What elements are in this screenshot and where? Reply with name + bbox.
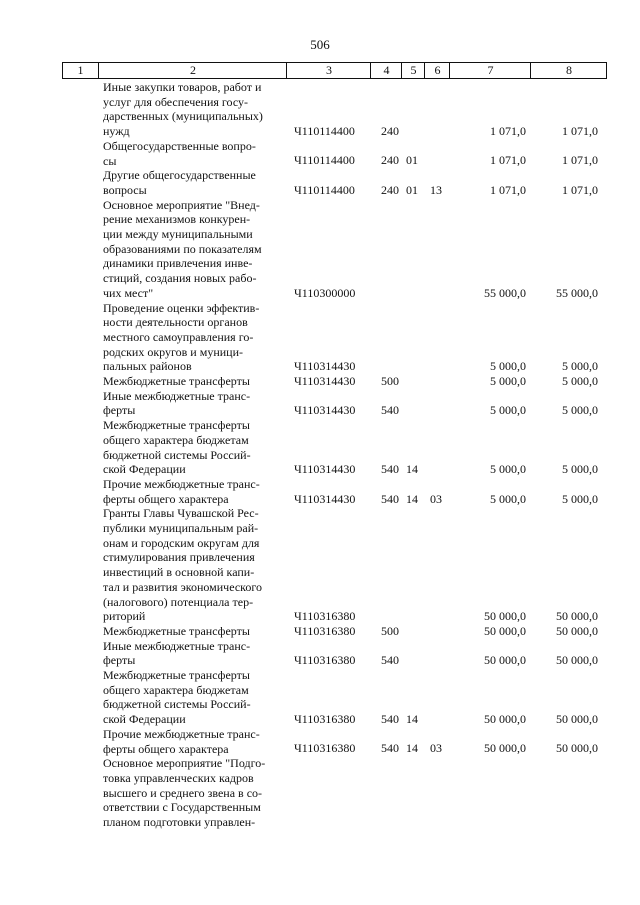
row-amount-2: 50 000,0 bbox=[556, 609, 598, 624]
row-code: Ч110316380 bbox=[294, 712, 356, 727]
row-title bbox=[103, 624, 279, 639]
row-title-line: риторий bbox=[103, 609, 146, 624]
row-expense-type: 540 bbox=[381, 741, 399, 756]
row-title-line: услуг для обеспечения госу- bbox=[103, 94, 249, 109]
row-title-line: бюджетной системы Россий- bbox=[103, 697, 251, 712]
row-amount-2: 5 000,0 bbox=[562, 491, 598, 506]
row-section: 14 bbox=[406, 491, 418, 506]
row-expense-type: 540 bbox=[381, 491, 399, 506]
row-title bbox=[103, 727, 279, 756]
row-expense-type: 240 bbox=[381, 153, 399, 168]
row-expense-type: 500 bbox=[381, 374, 399, 388]
row-code: Ч110316380 bbox=[294, 741, 356, 756]
row-title-line: Основное мероприятие "Подго- bbox=[103, 756, 266, 771]
row-title-line: Иные межбюджетные транс- bbox=[103, 388, 251, 403]
row-title-line: публики муниципальным рай- bbox=[103, 521, 259, 535]
row-title-line: бюджетной системы Россий- bbox=[103, 447, 251, 462]
row-code: Ч110316380 bbox=[294, 623, 356, 638]
row-title-line: Межбюджетные трансферты bbox=[103, 418, 250, 433]
row-title bbox=[103, 639, 279, 668]
row-amount-2: 5 000,0 bbox=[562, 374, 598, 388]
row-title-line: Прочие межбюджетные транс- bbox=[103, 476, 260, 491]
row-title bbox=[103, 668, 279, 727]
row-amount-2: 1 071,0 bbox=[562, 182, 598, 197]
row-title-line: ции между муниципальными bbox=[103, 227, 253, 241]
row-title-line: Прочие межбюджетные транс- bbox=[103, 726, 260, 741]
row-amount-1: 5 000,0 bbox=[490, 403, 526, 418]
row-code: Ч110114400 bbox=[294, 153, 355, 168]
row-expense-type: 540 bbox=[381, 462, 399, 477]
row-title-line: онам и городским округам для bbox=[103, 535, 260, 550]
row-amount-2: 50 000,0 bbox=[556, 623, 598, 638]
row-title-line: ферты bbox=[103, 403, 136, 418]
row-title-line: Основное мероприятие "Внед- bbox=[103, 197, 260, 212]
header-col-1: 1 bbox=[77, 63, 84, 77]
row-title-line: высшего и среднего звена в со- bbox=[103, 785, 263, 800]
row-amount-1: 50 000,0 bbox=[484, 623, 526, 638]
row-amount-2: 50 000,0 bbox=[556, 741, 598, 756]
row-amount-1: 50 000,0 bbox=[484, 653, 526, 668]
page-number: 506 bbox=[310, 37, 330, 52]
row-amount-1: 1 071,0 bbox=[490, 153, 526, 168]
row-subsection: 13 bbox=[430, 182, 442, 197]
header-col-2: 2 bbox=[98, 63, 287, 78]
row-title bbox=[103, 374, 279, 389]
row-title bbox=[103, 418, 279, 477]
row-amount-2: 1 071,0 bbox=[562, 124, 598, 139]
row-amount-2: 5 000,0 bbox=[562, 403, 598, 418]
row-title-line: ской Федерации bbox=[103, 712, 186, 727]
row-code: Ч110314430 bbox=[294, 359, 356, 374]
row-amount-2: 55 000,0 bbox=[556, 285, 598, 300]
row-title-line: Иные закупки товаров, работ и bbox=[103, 80, 262, 94]
row-section: 14 bbox=[406, 712, 418, 727]
row-amount-1: 5 000,0 bbox=[490, 491, 526, 506]
row-amount-2: 1 071,0 bbox=[562, 153, 598, 168]
row-code: Ч110314430 bbox=[294, 403, 356, 418]
row-title-line: Иные межбюджетные транс- bbox=[103, 638, 251, 653]
row-code: Ч110314430 bbox=[294, 462, 356, 477]
row-title-line: ответствии с Государственным bbox=[103, 800, 261, 815]
row-title-line: вопросы bbox=[103, 182, 147, 197]
row-amount-1: 50 000,0 bbox=[484, 741, 526, 756]
header-col-4: 4 bbox=[370, 63, 402, 78]
row-title bbox=[103, 389, 279, 418]
row-title-line: ферты bbox=[103, 653, 136, 668]
row-amount-1: 1 071,0 bbox=[490, 124, 526, 139]
row-title-line: нужд bbox=[103, 124, 130, 139]
row-title bbox=[103, 80, 279, 139]
row-expense-type: 540 bbox=[381, 403, 399, 418]
row-amount-1: 5 000,0 bbox=[490, 359, 526, 374]
row-title-line: ферты общего характера bbox=[103, 491, 229, 506]
row-title bbox=[103, 168, 279, 197]
row-title-line: местного самоуправления го- bbox=[103, 329, 254, 344]
row-title bbox=[103, 301, 279, 375]
row-title-line: Межбюджетные трансферты bbox=[103, 374, 250, 388]
row-title-line: рение механизмов конкурен- bbox=[103, 212, 251, 227]
row-code: Ч110300000 bbox=[294, 285, 356, 300]
row-title bbox=[103, 198, 279, 301]
header-col-8: 8 bbox=[530, 63, 607, 78]
row-expense-type: 240 bbox=[381, 182, 399, 197]
row-title-line: пальных районов bbox=[103, 359, 192, 374]
row-title bbox=[103, 756, 279, 830]
table-header bbox=[62, 62, 607, 79]
row-title-line: тал и развития экономического bbox=[103, 579, 262, 594]
row-code: Ч110316380 bbox=[294, 609, 356, 624]
row-title-line: родских округов и муници- bbox=[103, 344, 243, 359]
row-title-line: Проведение оценки эффектив- bbox=[103, 300, 260, 315]
row-title bbox=[103, 506, 279, 624]
row-title-line: ности деятельности органов bbox=[103, 315, 248, 330]
row-amount-2: 50 000,0 bbox=[556, 712, 598, 727]
row-expense-type: 240 bbox=[381, 124, 399, 139]
row-amount-2: 5 000,0 bbox=[562, 462, 598, 477]
row-code: Ч110316380 bbox=[294, 653, 356, 668]
row-section: 14 bbox=[406, 462, 418, 477]
row-title-line: сы bbox=[103, 153, 117, 168]
row-title bbox=[103, 139, 279, 168]
row-code: Ч110114400 bbox=[294, 124, 355, 139]
row-title-line: образованиями по показателям bbox=[103, 241, 262, 256]
header-col-7: 7 bbox=[449, 63, 531, 78]
row-title-line: стиций, создания новых рабо- bbox=[103, 271, 257, 286]
row-expense-type: 500 bbox=[381, 623, 399, 638]
row-amount-2: 5 000,0 bbox=[562, 359, 598, 374]
row-title-line: ферты общего характера bbox=[103, 741, 229, 756]
row-amount-1: 5 000,0 bbox=[490, 462, 526, 477]
row-code: Ч110114400 bbox=[294, 182, 355, 197]
row-subsection: 03 bbox=[430, 741, 442, 756]
row-title-line: планом подготовки управлен- bbox=[103, 815, 256, 829]
row-expense-type: 540 bbox=[381, 712, 399, 727]
row-title bbox=[103, 477, 279, 506]
row-title-line: общего характера бюджетам bbox=[103, 432, 249, 447]
row-subsection: 03 bbox=[430, 491, 442, 506]
row-section: 14 bbox=[406, 741, 418, 756]
header-col-6: 6 bbox=[424, 63, 450, 78]
row-code: Ч110314430 bbox=[294, 374, 356, 388]
row-title-line: динамики привлечения инве- bbox=[103, 256, 253, 271]
row-title-line: Межбюджетные трансферты bbox=[103, 623, 250, 638]
row-code: Ч110314430 bbox=[294, 491, 356, 506]
row-title-line: инвестиций в основной капи- bbox=[103, 565, 255, 580]
row-title-line: Общегосударственные вопро- bbox=[103, 138, 256, 153]
row-title-line: дарственных (муниципальных) bbox=[103, 109, 263, 124]
row-expense-type: 540 bbox=[381, 653, 399, 668]
header-col-3: 3 bbox=[286, 63, 371, 78]
row-title-line: ской Федерации bbox=[103, 462, 186, 477]
row-section: 01 bbox=[406, 153, 418, 168]
row-amount-1: 55 000,0 bbox=[484, 285, 526, 300]
row-title-line: общего характера бюджетам bbox=[103, 682, 249, 697]
header-col-5: 5 bbox=[401, 63, 425, 78]
row-amount-1: 5 000,0 bbox=[490, 374, 526, 388]
row-title-line: Гранты Главы Чувашской Рес- bbox=[103, 506, 259, 521]
row-amount-1: 1 071,0 bbox=[490, 182, 526, 197]
row-amount-1: 50 000,0 bbox=[484, 712, 526, 727]
row-title-line: (налогового) потенциала тер- bbox=[103, 594, 254, 609]
row-section: 01 bbox=[406, 182, 418, 197]
row-title-line: Другие общегосударственные bbox=[103, 168, 256, 183]
row-title-line: товка управленческих кадров bbox=[103, 770, 254, 785]
row-title-line: Межбюджетные трансферты bbox=[103, 668, 250, 682]
row-amount-2: 50 000,0 bbox=[556, 653, 598, 668]
row-amount-1: 50 000,0 bbox=[484, 609, 526, 624]
row-title-line: стимулирования привлечения bbox=[103, 550, 255, 565]
row-title-line: чих мест" bbox=[103, 285, 154, 300]
